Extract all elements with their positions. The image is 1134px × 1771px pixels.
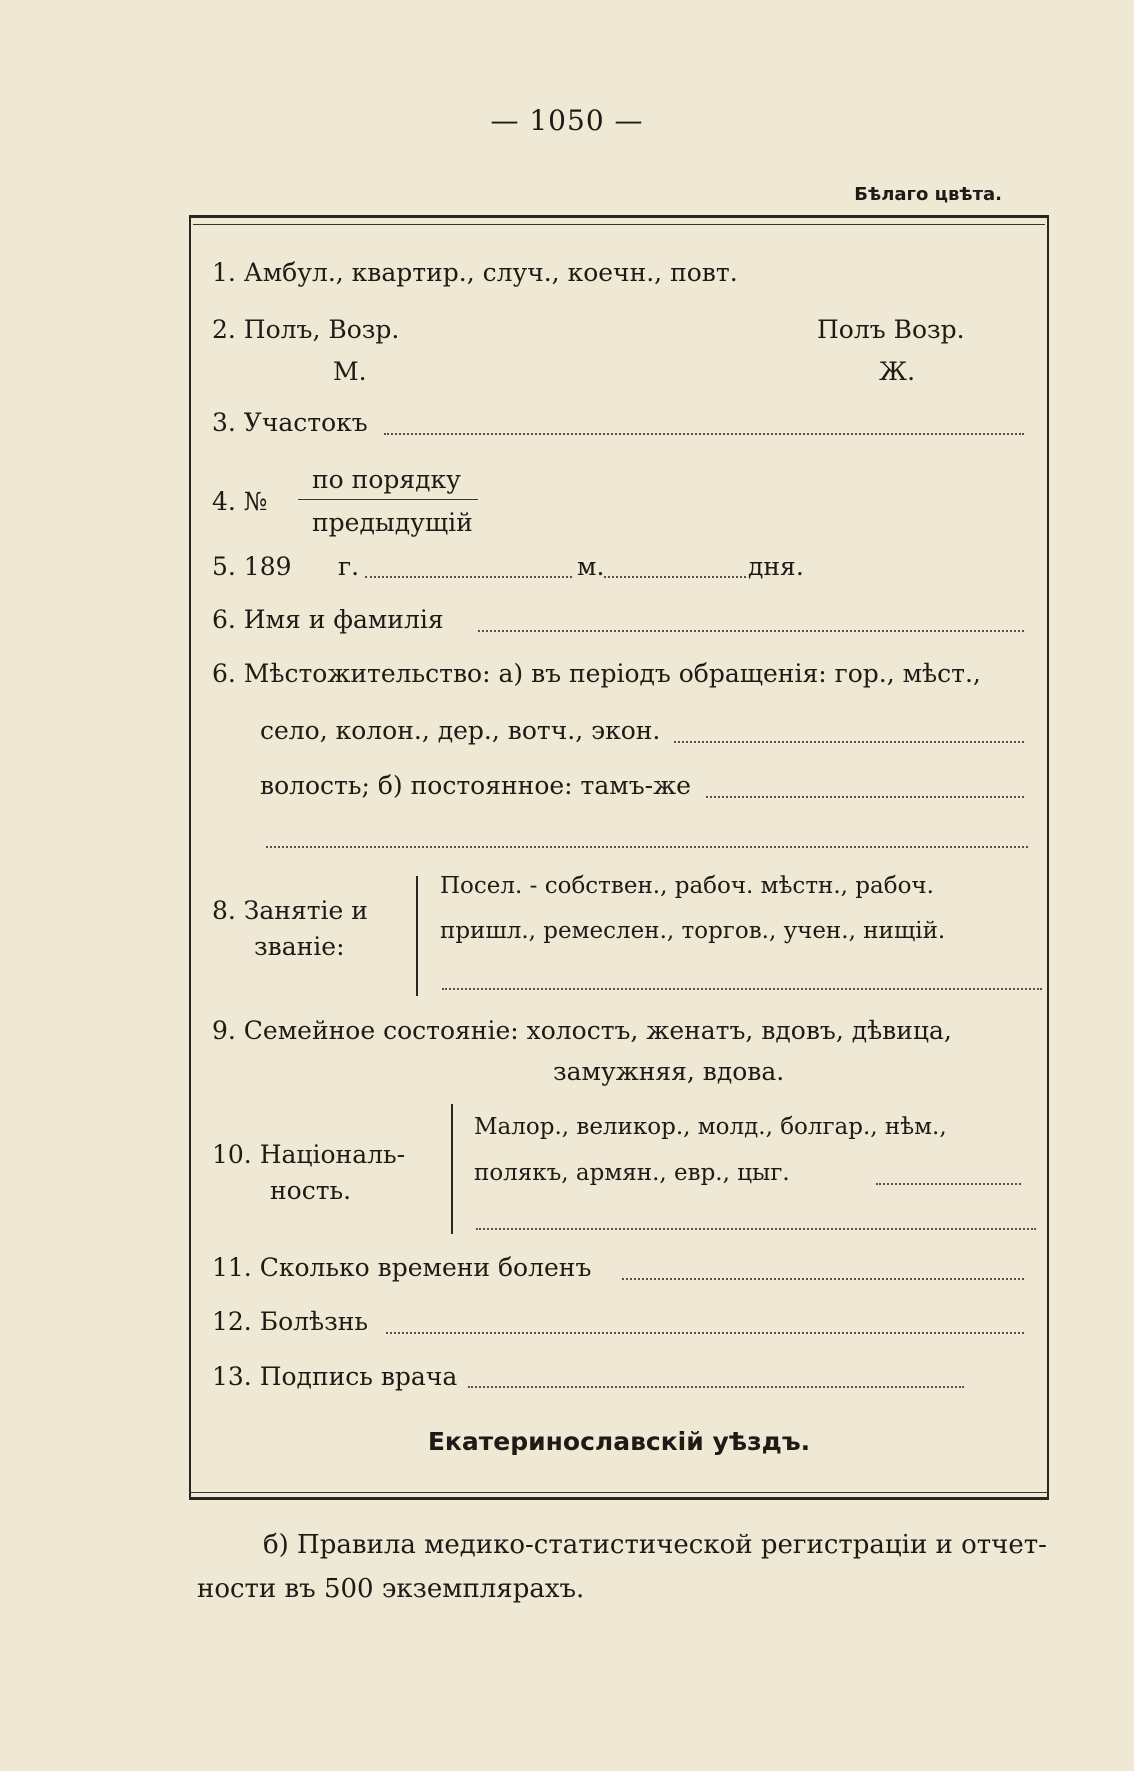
form-inner-rule-bottom — [189, 1492, 1049, 1493]
nationality-bracket — [451, 1104, 453, 1234]
number-label: 4. № — [212, 487, 268, 516]
page-number: — 1050 — — [490, 104, 644, 137]
day-suffix: дня. — [748, 552, 804, 581]
illness-duration-label: 11. Сколько времени боленъ — [212, 1253, 592, 1282]
female-label: Ж. — [879, 357, 916, 386]
color-note: Бѣлаго цвѣта. — [854, 184, 1002, 205]
nationality-label-b: ность. — [270, 1176, 352, 1205]
year-suffix: г. — [338, 552, 360, 581]
district-title: Екатеринославскій уѣздъ. — [427, 1427, 811, 1456]
residence-label: 6. Мѣстожительство: а) въ періодъ обращенія: гор., мѣст., — [212, 659, 981, 688]
occupation-options-2: пришл., ремеслен., торгов., учен., нищій. — [440, 918, 946, 944]
occupation-label-b: званіе: — [254, 932, 345, 961]
sex-age-left: 2. Полъ, Возр. — [212, 315, 400, 344]
visit-type-line: 1. Амбул., квартир., случ., коечн., повт. — [212, 258, 738, 287]
occupation-extra-line — [442, 988, 1042, 990]
occupation-label-a: 8. Занятіе и — [212, 896, 368, 925]
residence-line-3-fill — [706, 796, 1024, 798]
footer-line-2: ности въ 500 экземплярахъ. — [197, 1574, 585, 1604]
nationality-label-a: 10. Національ- — [212, 1140, 406, 1169]
year-label: 5. 189 — [212, 552, 292, 581]
month-suffix: м. — [577, 552, 605, 581]
marital-status-line-2: замужняя, вдова. — [553, 1057, 785, 1086]
fraction-rule — [298, 499, 478, 500]
name-field-label: 6. Имя и фамилія — [212, 605, 444, 634]
disease-label: 12. Болѣзнь — [212, 1307, 368, 1336]
nationality-options-1: Малор., великор., молд., болгар., нѣм., — [474, 1114, 947, 1140]
marital-status-label: 9. Семейное состояніе: холостъ, женатъ, вдовъ, дѣвица, — [212, 1016, 952, 1045]
occupation-options-1: Посел. - собствен., рабоч. мѣстн., рабоч. — [440, 873, 934, 899]
doctor-signature-line — [468, 1386, 964, 1388]
residence-extra-line — [266, 846, 1028, 848]
occupation-bracket — [416, 876, 418, 996]
form-inner-rule-top — [193, 224, 1045, 225]
sex-age-right: Полъ Возр. — [817, 315, 965, 344]
residence-line-3: волость; б) постоянное: тамъ-же — [260, 771, 691, 800]
name-field-line — [478, 630, 1024, 632]
month-line — [604, 576, 746, 578]
illness-duration-line — [622, 1278, 1024, 1280]
number-previous: предыдущій — [312, 508, 473, 537]
district-field-label: 3. Участокъ — [212, 408, 368, 437]
number-in-order: по порядку — [312, 465, 461, 494]
disease-line — [386, 1332, 1024, 1334]
nationality-extra-line — [476, 1228, 1036, 1230]
nationality-options-2: полякъ, армян., евр., цыг. — [474, 1160, 790, 1186]
doctor-signature-label: 13. Подпись врача — [212, 1362, 458, 1391]
footer-line-1: б) Правила медико-статистической регистраціи и отчет- — [263, 1530, 1047, 1560]
district-field-line — [384, 433, 1024, 435]
residence-line-2: село, колон., дер., вотч., экон. — [260, 716, 661, 745]
residence-line-2-fill — [674, 741, 1024, 743]
male-label: М. — [333, 357, 367, 386]
nationality-line-2-fill — [876, 1183, 1021, 1185]
year-line — [365, 576, 572, 578]
